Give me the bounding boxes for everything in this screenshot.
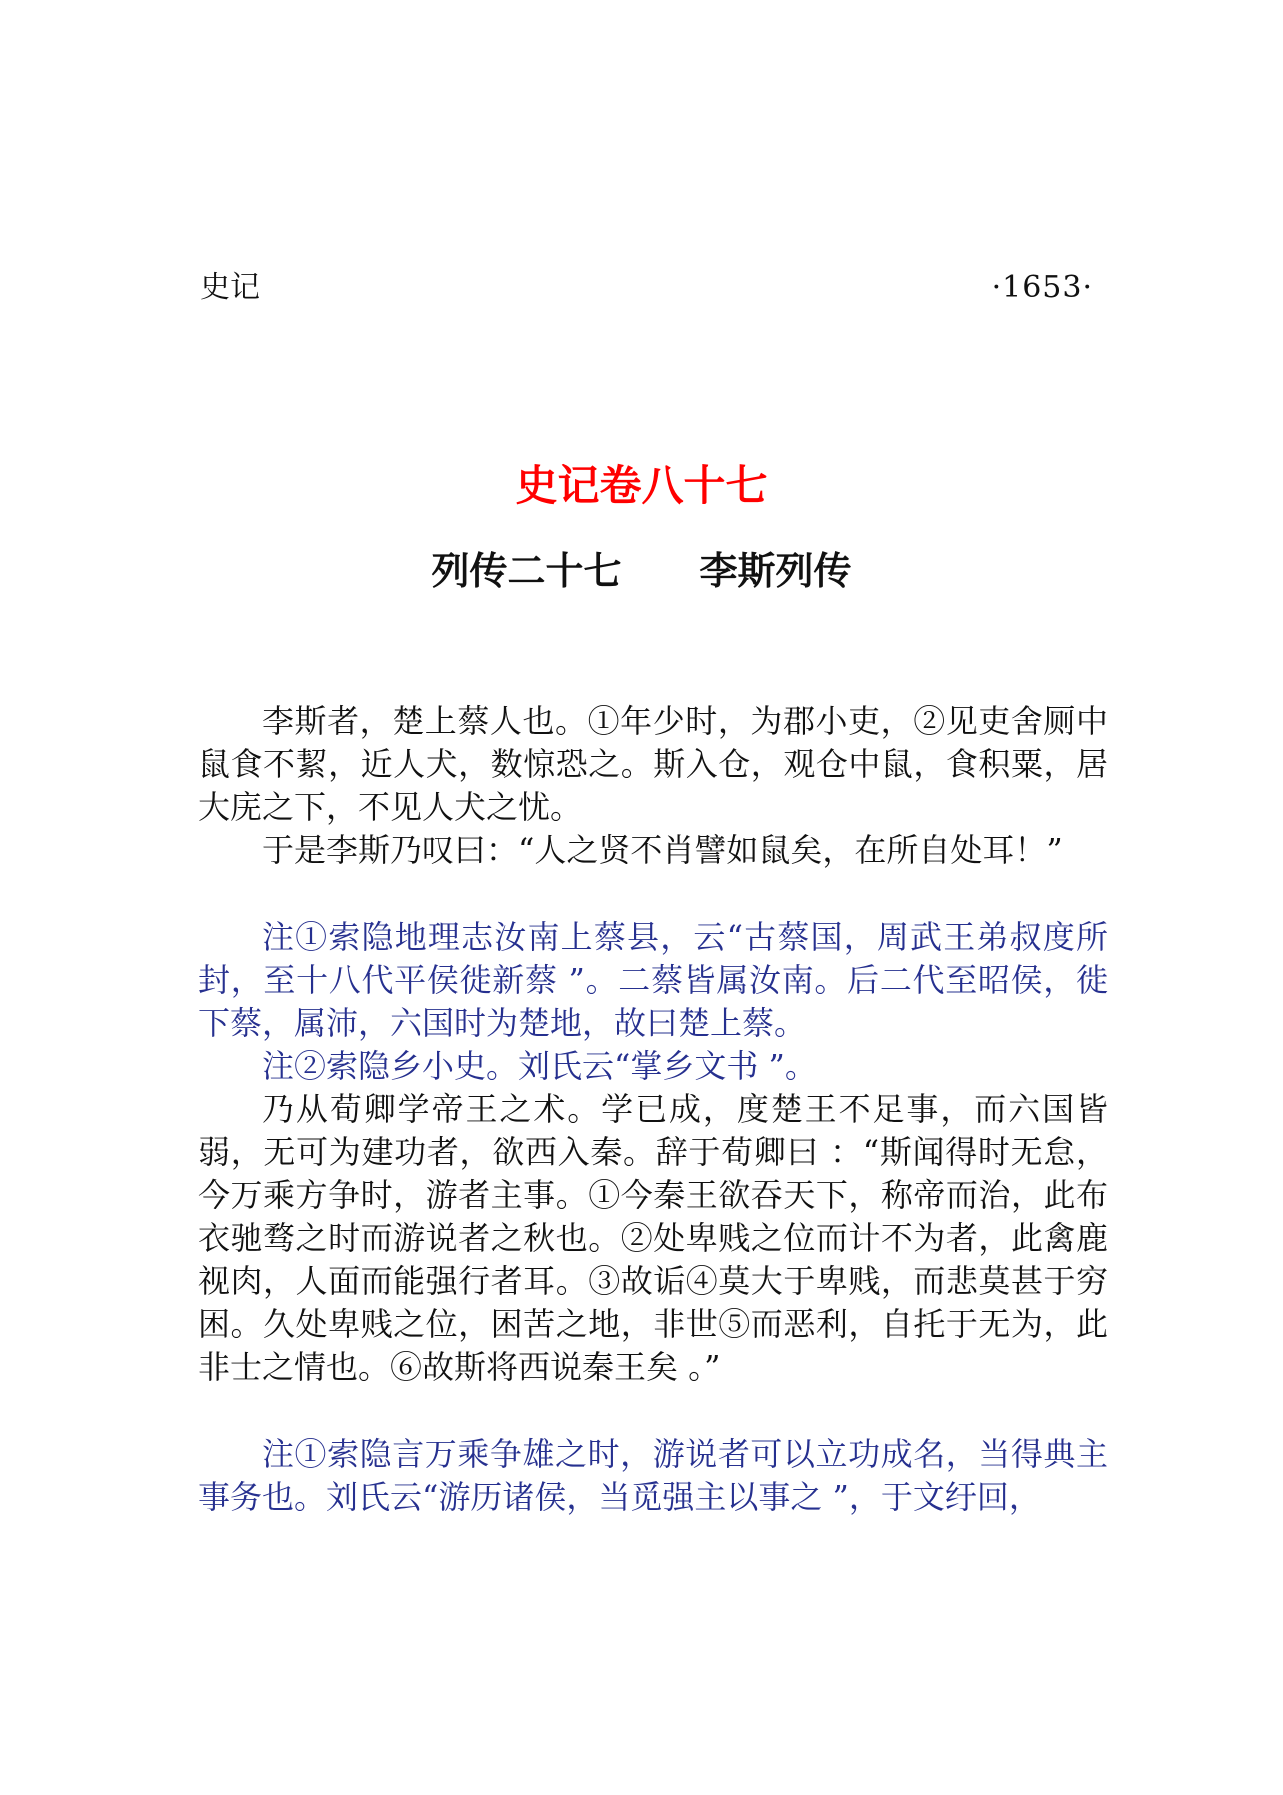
chapter-title <box>0 544 1283 598</box>
paragraph-gap <box>198 1389 1108 1433</box>
body-paragraph-1: 李斯者，楚上蔡人也。①年少时，为郡小吏，②见吏舍厕中鼠食不絜，近人犬，数惊恐之。斯入仓，观仓中鼠，食积粟，居大庑之下，不见人犬之忧。 <box>198 702 1108 826</box>
annotation-note-2: 注②索隐乡小史。刘氏云“掌乡文书 ”。 <box>262 1047 817 1085</box>
page-number: ·1653· <box>991 270 1093 305</box>
text-body <box>198 700 1108 1519</box>
volume-title: 史记卷八十七 <box>515 461 768 510</box>
running-head-title: 史记 <box>200 270 260 305</box>
paragraph-gap <box>198 872 1108 916</box>
body-paragraph-2: 于是李斯乃叹曰：“人之贤不肖譬如鼠矣，在所自处耳！” <box>262 831 1063 869</box>
chapter-series: 列传二十七 <box>431 549 622 593</box>
annotation-note-3: 注①索隐言万乘争雄之时，游说者可以立功成名，当得典主事务也。刘氏云“游历诸侯，当觅强主以事之 ”，于文纡回， <box>198 1435 1108 1516</box>
chapter-name: 李斯列传 <box>699 549 852 593</box>
annotation-note-1: 注①索隐地理志汝南上蔡县，云“古蔡国，周武王弟叔度所封，至十八代平侯徙新蔡 ”。二蔡皆属汝南。后二代至昭侯，徙下蔡，属沛，六国时为楚地，故曰楚上蔡。 <box>198 918 1108 1042</box>
body-paragraph-3: 乃从荀卿学帝王之术。学已成，度楚王不足事，而六国皆弱，无可为建功者，欲西入秦。辞于荀卿曰 ：“斯闻得时无怠，今万乘方争时，游者主事。①今秦王欲吞天下，称帝而治，此布衣驰骛之时而游说者之秋也。②处卑贱之位而计不为者，此禽鹿视肉，人面而能强行者耳。③故诟④莫大于卑贱，而悲莫甚于穷困。久处卑贱之位，困苦之地，非世⑤而恶利，自托于无为，此非士之情也。⑥故斯将西说秦王矣 。” <box>198 1090 1108 1386</box>
